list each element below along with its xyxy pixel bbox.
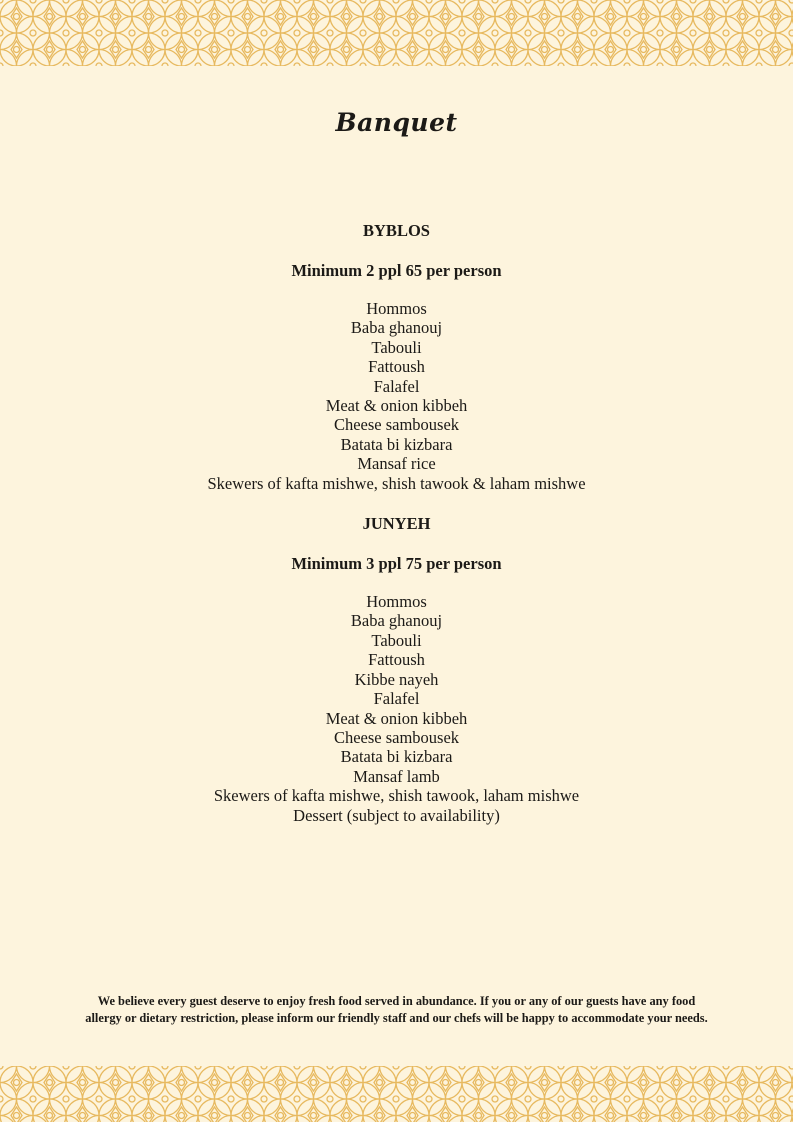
- menu-section-junyeh: [0, 514, 793, 825]
- bottom-decorative-border: [0, 1066, 793, 1122]
- list-item: Baba ghanouj: [350, 611, 443, 631]
- list-item: Fattoush: [368, 357, 425, 377]
- list-item: Mansaf lamb: [353, 766, 440, 786]
- list-item: Meat & onion kibbeh: [325, 396, 468, 416]
- page-title: Banquet: [335, 108, 458, 137]
- section-subtitle: Minimum 2 ppl 65 per person: [291, 261, 502, 280]
- list-item: Cheese sambousek: [333, 415, 460, 435]
- list-item: Skewers of kafta mishwe, shish tawook, laham mishwe: [213, 786, 580, 806]
- list-item: Kibbe nayeh: [354, 669, 439, 689]
- lattice-pattern-icon: [0, 1066, 793, 1122]
- allergy-note: We believe every guest deserve to enjoy fresh food served in abundance. If you or any of our guests have any food allergy or dietary restriction, please inform our friendly staff and our chefs will be happy to accommodate your needs.: [85, 994, 708, 1025]
- list-item: Falafel: [373, 689, 420, 709]
- list-item: Dessert (subject to availability): [293, 805, 500, 825]
- list-item: Mansaf rice: [357, 454, 436, 474]
- top-decorative-border: [0, 0, 793, 66]
- section-name: JUNYEH: [362, 514, 431, 534]
- list-item: Hommos: [366, 299, 427, 318]
- list-item: Baba ghanouj: [350, 318, 443, 338]
- lattice-pattern-icon: [0, 0, 793, 66]
- item-list: [0, 299, 793, 493]
- list-item: Hommos: [366, 592, 427, 612]
- banquet-menu: [0, 221, 793, 825]
- list-item: Meat & onion kibbeh: [325, 708, 468, 728]
- list-item: Batata bi kizbara: [340, 747, 453, 767]
- list-item: Batata bi kizbara: [340, 434, 453, 454]
- list-item: Cheese sambousek: [333, 727, 460, 747]
- menu-section-byblos: [0, 221, 793, 493]
- list-item: Tabouli: [371, 630, 422, 650]
- section-name: BYBLOS: [363, 221, 430, 240]
- item-list: [0, 592, 793, 825]
- section-subtitle: Minimum 3 ppl 75 per person: [291, 554, 502, 574]
- list-item: Skewers of kafta mishwe, shish tawook & laham mishwe: [207, 473, 586, 493]
- list-item: Tabouli: [371, 337, 422, 357]
- list-item: Falafel: [373, 376, 420, 396]
- list-item: Fattoush: [368, 650, 425, 670]
